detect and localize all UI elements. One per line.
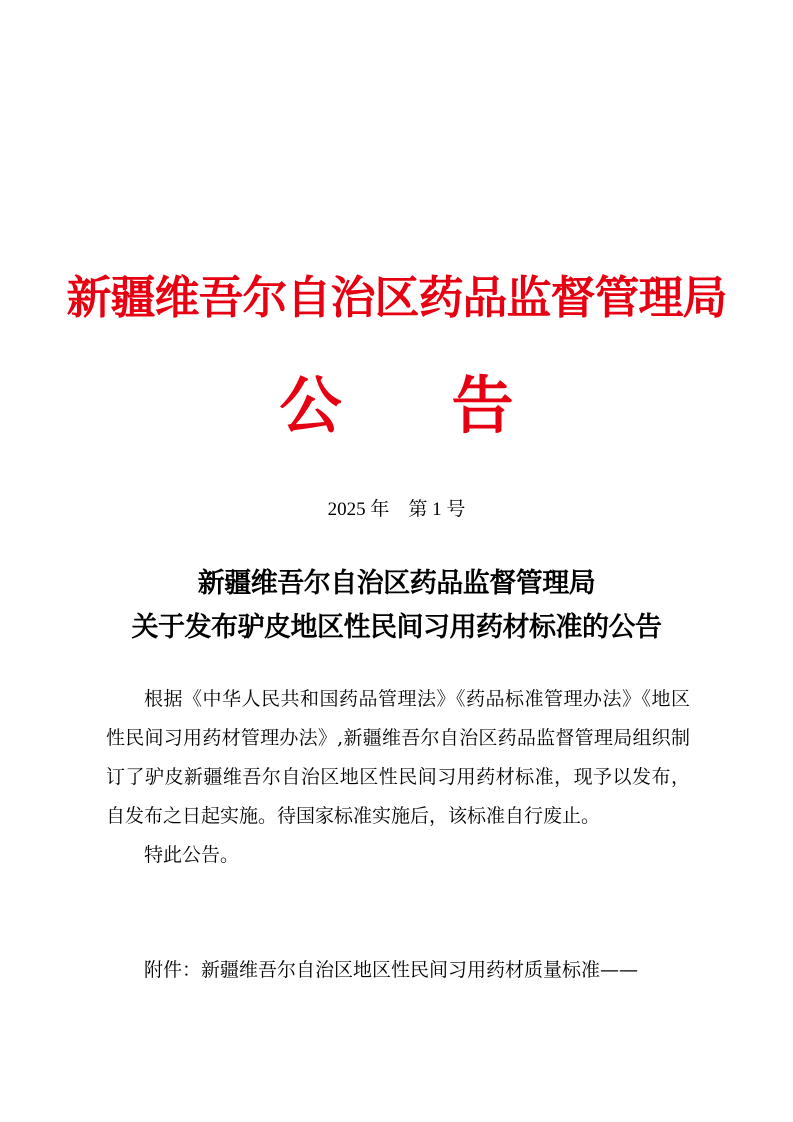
body-paragraph-1: 根据《中华人民共和国药品管理法》《药品标准管理办法》《地区性民间习用药材管理办法》,新疆维吾尔自治区药品监督管理局组织制订了驴皮新疆维吾尔自治区地区性民间习用药材标准，现予以发布，自发布之日起实施。待国家标准实施后，该标准自行废止。 <box>106 688 690 827</box>
body-paragraph-2: 特此公告。 <box>144 844 240 866</box>
attachment-line: 附件：新疆维吾尔自治区地区性民间习用药材质量标准—— <box>144 959 639 981</box>
issuer-header: 新疆维吾尔自治区药品监督管理局 <box>66 271 727 324</box>
announcement-title <box>0 562 793 650</box>
document-number: 2025 年 第 1 号 <box>327 499 466 520</box>
document-type-heading: 公告 <box>279 369 624 442</box>
title-line-2: 关于发布驴皮地区性民间习用药材标准的公告 <box>131 612 662 643</box>
announcement-body <box>106 680 690 875</box>
title-line-1: 新疆维吾尔自治区药品监督管理局 <box>197 568 596 599</box>
